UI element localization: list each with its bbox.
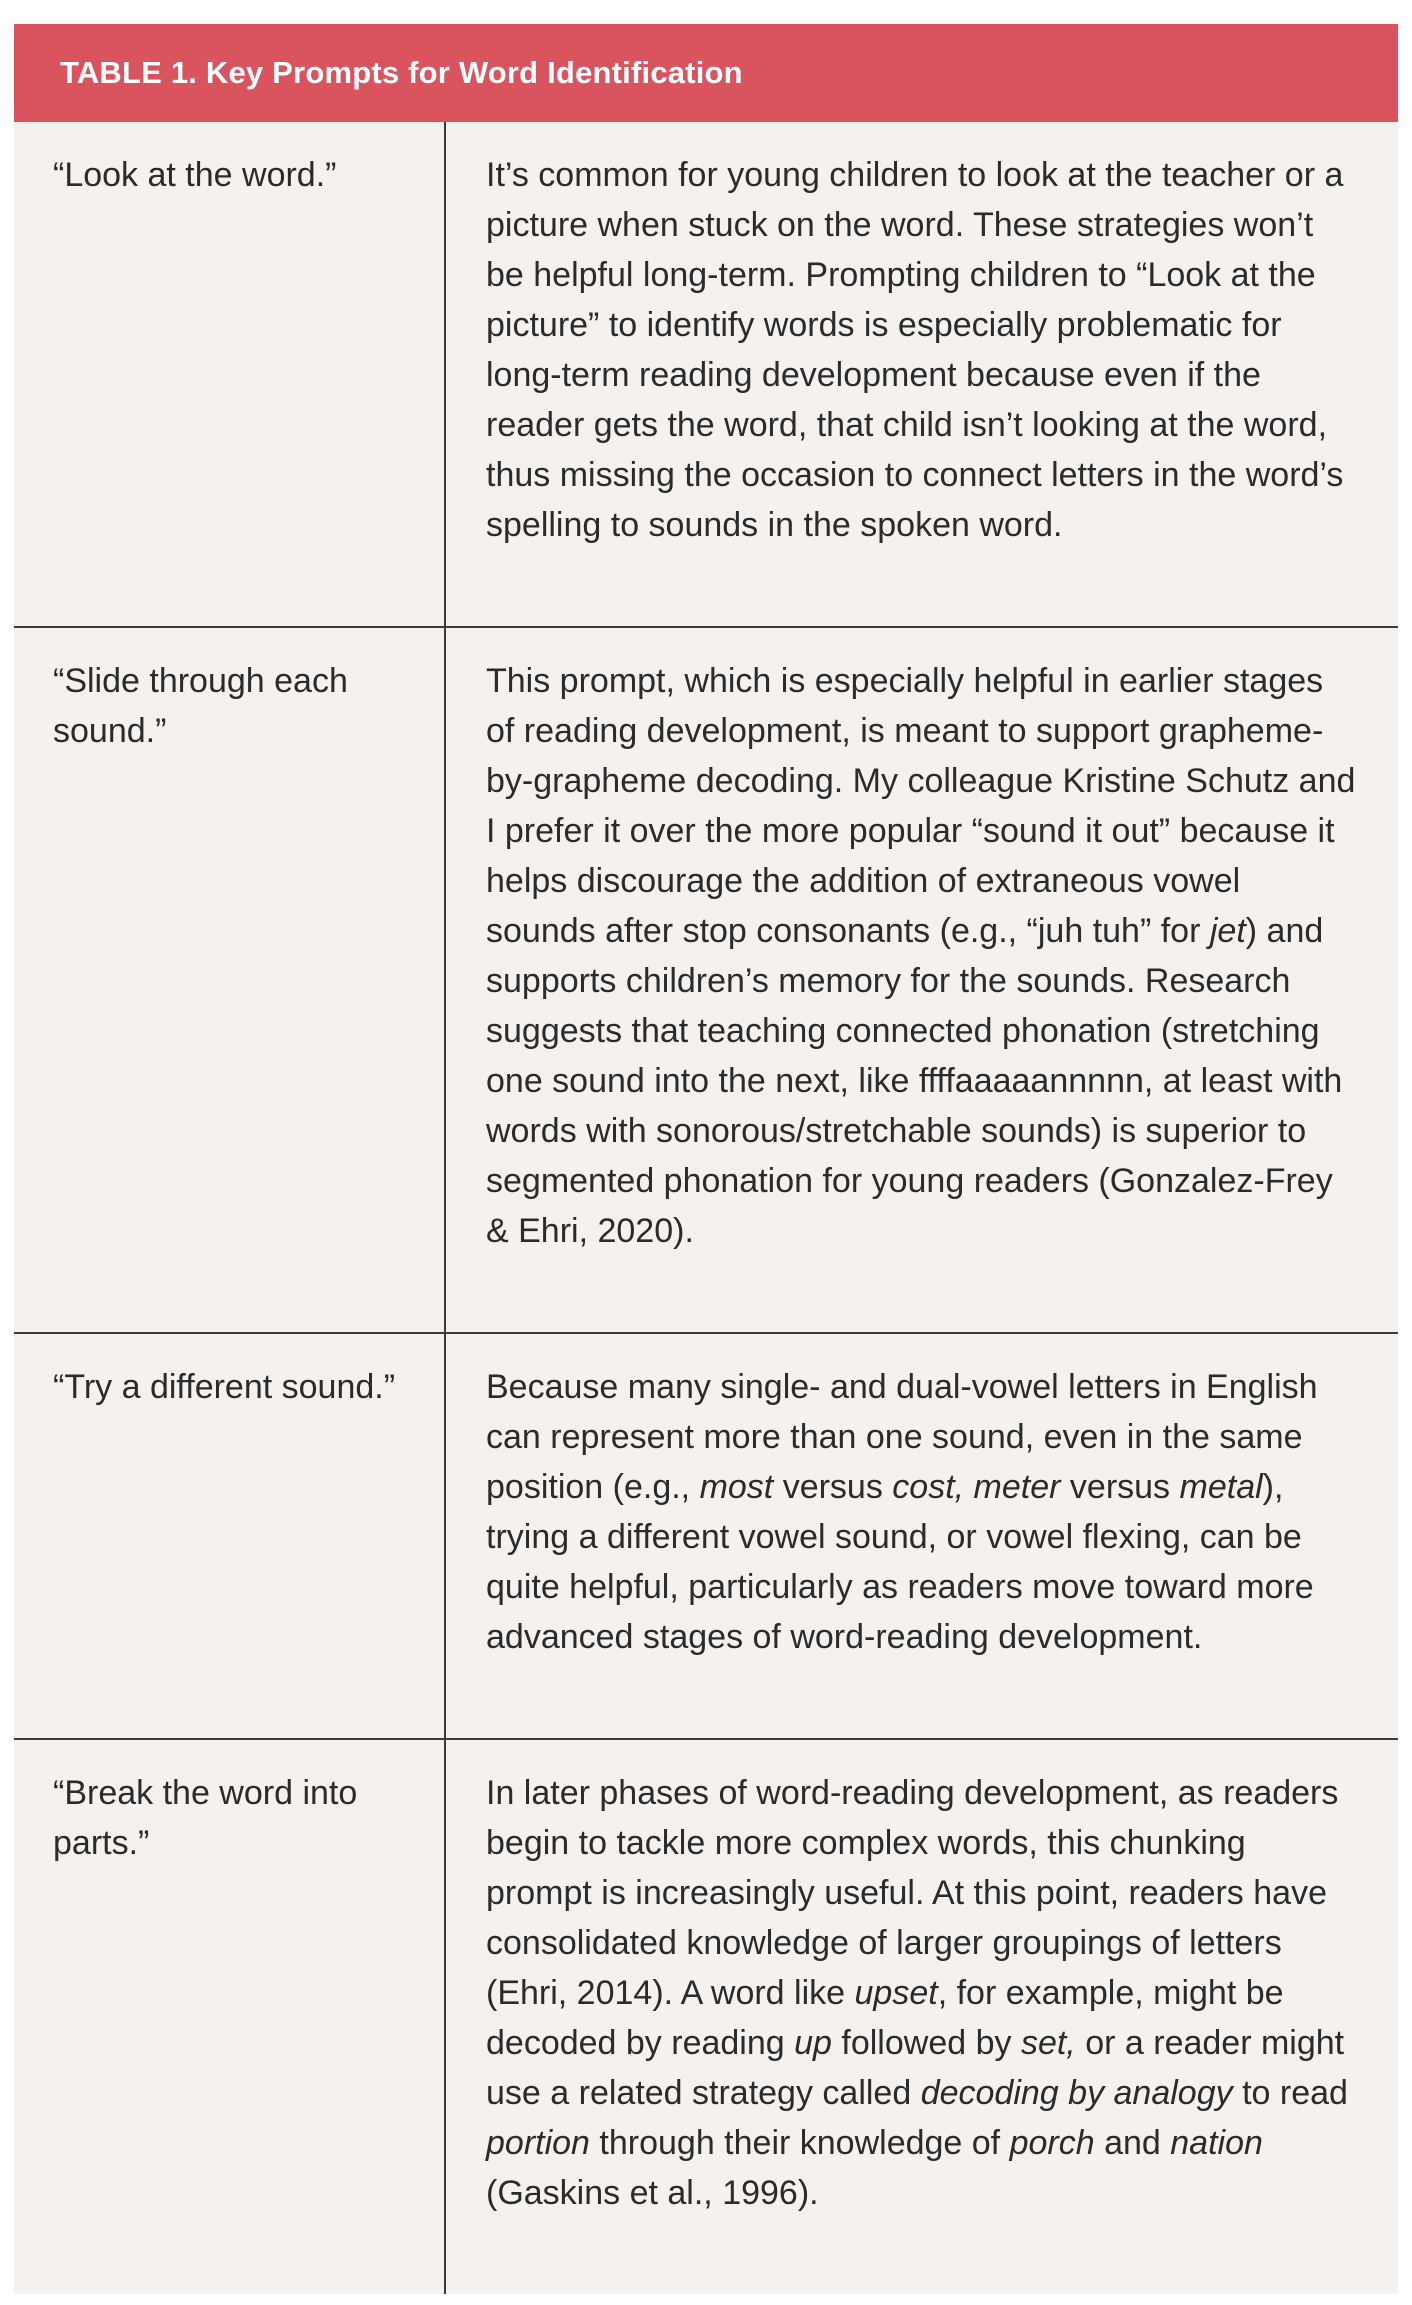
- prompt-cell: “Slide through each sound.”: [14, 628, 446, 1332]
- description-text: versus: [1060, 1468, 1180, 1506]
- description-text: This prompt, which is especially helpful in earlier stages of reading development, is meant to support grapheme-by-grapheme decoding. My colleague Kristine Schutz and I prefer it over the more popular “sound it out” because it helps discourage the addition of extraneous vowel sounds after stop consonants (e.g., “juh tuh” for: [486, 662, 1356, 950]
- description-cell: [446, 1740, 1398, 2294]
- italic-term: most: [699, 1468, 774, 1506]
- prompt-cell: “Break the word into parts.”: [14, 1740, 446, 2294]
- italic-term: up: [794, 2024, 832, 2062]
- description-text: through their knowledge of: [589, 2124, 1010, 2162]
- description-text: In later phases of word-reading development, as readers begin to tackle more complex words, this chunking prompt is increasingly useful. At this point, readers have consolidated knowledge of larger groupings of letters (Ehri, 2014). A word like: [486, 1774, 1339, 2012]
- italic-term: decoding by analogy: [920, 2074, 1233, 2112]
- table-row: [14, 628, 1398, 1334]
- italic-term: nation: [1170, 2124, 1263, 2162]
- description-cell: [446, 628, 1398, 1332]
- description-text: Because many single- and dual-vowel letters in English can represent more than one sound, even in the same position (e.g.,: [486, 1368, 1318, 1506]
- table-row: [14, 1740, 1398, 2294]
- italic-term: set,: [1020, 2024, 1076, 2062]
- prompts-table: [14, 24, 1398, 2294]
- prompt-cell: “Try a different sound.”: [14, 1334, 446, 1738]
- description-text: and: [1094, 2124, 1171, 2162]
- description-text: followed by: [831, 2024, 1021, 2062]
- description-text: (Gaskins et al., 1996).: [486, 2174, 819, 2212]
- description-text: or a reader might use a related strategy called: [486, 2024, 1345, 2112]
- description-text: versus: [773, 1468, 893, 1506]
- italic-term: metal: [1179, 1468, 1263, 1506]
- description-text: , for example, might be decoded by reading: [486, 1974, 1284, 2062]
- italic-term: porch: [1009, 2124, 1095, 2162]
- table-row: [14, 1334, 1398, 1740]
- prompt-cell: “Look at the word.”: [14, 122, 446, 626]
- description-text: It’s common for young children to look at the teacher or a picture when stuck on the word. These strategies won’t be helpful long-term. Prompting children to “Look at the picture” to identify words is especially problematic for long-term reading development because even if the reader gets the word, that child isn’t looking at the word, thus missing the occasion to connect letters in the word’s spelling to sounds in the spoken word.: [486, 156, 1344, 544]
- description-cell: [446, 122, 1398, 626]
- italic-term: jet: [1209, 912, 1246, 950]
- italic-term: portion: [486, 2124, 590, 2162]
- description-text: ) and supports children’s memory for the sounds. Research suggests that teaching connected phonation (stretching one sound into the next, like ffffaaaaannnnn, at least with words with sonorous/stretchable sounds) is superior to segmented phonation for young readers (Gonzalez-Frey & Ehri, 2020).: [486, 912, 1343, 1250]
- description-text: ), trying a different vowel sound, or vowel flexing, can be quite helpful, particularly as readers move toward more advanced stages of word-reading development.: [486, 1468, 1314, 1656]
- italic-term: cost, meter: [892, 1468, 1061, 1506]
- description-text: to read: [1232, 2074, 1348, 2112]
- table-row: [14, 122, 1398, 628]
- table-title: TABLE 1. Key Prompts for Word Identification: [14, 24, 1398, 122]
- italic-term: upset: [854, 1974, 938, 2012]
- description-cell: [446, 1334, 1398, 1738]
